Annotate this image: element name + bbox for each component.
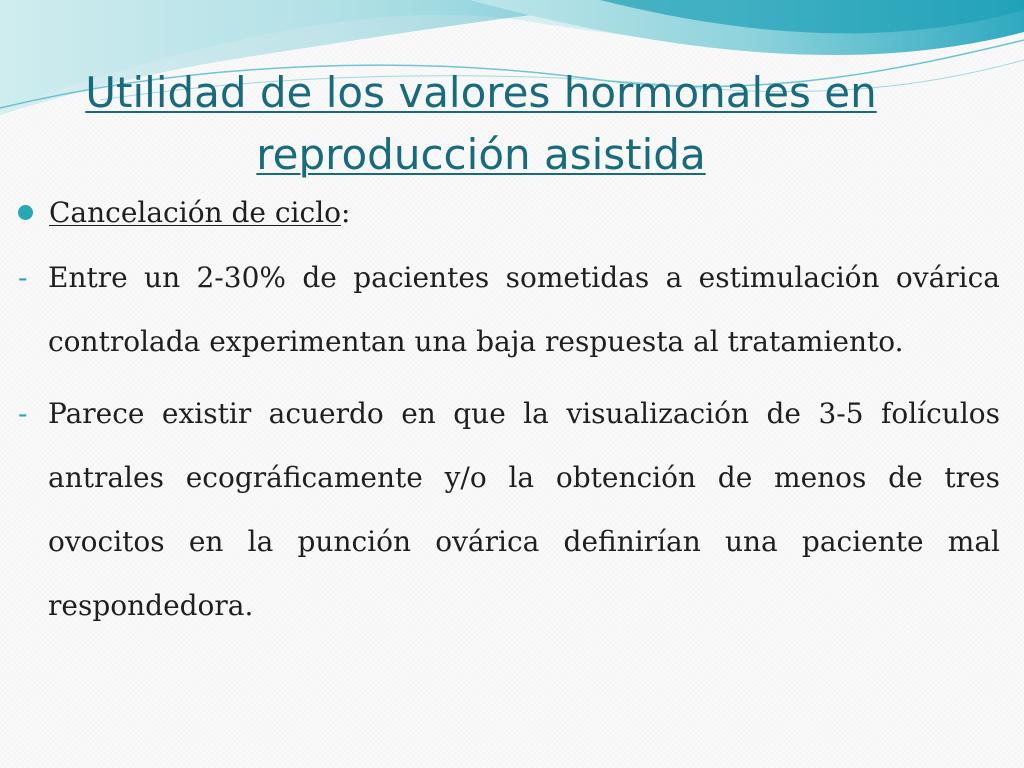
list-item (18, 382, 1000, 638)
page-title (0, 62, 962, 186)
dash-marker: - (18, 397, 28, 430)
list-item-text: Entre un 2-30% de pacientes sometidas a estimulación ovárica controlada experimentan una baja respuesta al tratamiento. (48, 261, 1000, 358)
dash-marker: - (18, 261, 28, 294)
bullet-heading (18, 186, 350, 238)
title-line-1: Utilidad de los valores hormonales en (85, 68, 877, 117)
bullet-suffix: : (341, 195, 351, 229)
list-item (18, 246, 1000, 374)
title-line-2: reproducción asistida (256, 130, 706, 179)
bullet-label: Cancelación de ciclo (49, 195, 342, 229)
list-item-text: Parece existir acuerdo en que la visualización de 3-5 folículos antrales ecográficamente y/o la obtención de menos de tres ovocitos en la punción ovárica definirían una paciente mal respondedora. (48, 397, 1000, 622)
bullet-dot-icon (18, 205, 33, 220)
